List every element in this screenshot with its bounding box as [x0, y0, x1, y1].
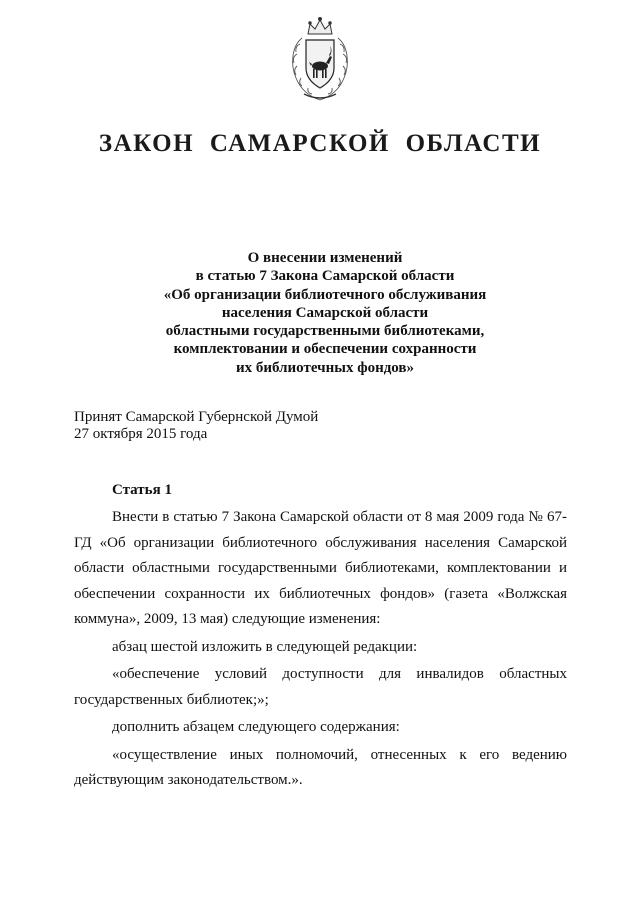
subject-line: населения Самарской области — [221, 304, 429, 321]
adopted-by: Принят Самарской Губернской Думой — [74, 409, 319, 425]
adoption-date: 27 октября 2015 года — [74, 426, 208, 442]
article-body — [74, 505, 567, 796]
subject-line: областными государственными библиотеками, — [165, 323, 485, 340]
article-paragraph: «осуществление иных полномочий, отнесенных к его ведению действующим законодательством.». — [74, 746, 567, 788]
samara-coat-of-arms-icon — [284, 16, 356, 104]
adoption-info — [74, 409, 318, 443]
subject-line: О внесении изменений — [247, 250, 403, 266]
article-heading: Статья 1 — [112, 482, 172, 498]
article-paragraph: абзац шестой изложить в следующей редакции: — [112, 638, 418, 655]
subject-line: в статью 7 Закона Самарской области — [195, 268, 455, 285]
subject-line: их библиотечных фондов» — [235, 359, 415, 376]
subject-line: «Об организации библиотечного обслуживания — [163, 286, 487, 303]
article-paragraph: «обеспечение условий доступности для инвалидов областных государственных библиотек;»; — [74, 666, 567, 708]
law-title: ЗАКОН САМАРСКОЙ ОБЛАСТИ — [98, 130, 542, 157]
law-subject — [60, 249, 590, 377]
article-paragraph: Внести в статью 7 Закона Самарской области от 8 мая 2009 года № 67-ГД «Об организации библиотечного обслуживания населения Самарской области областными государственными библиотеками, комплектовании и обеспечении сохранности их библиотечных фондов» (газета «Волжская коммуна», 2009, 13 мая) следующие изменения: — [74, 509, 567, 627]
subject-line: комплектовании и обеспечении сохранности — [173, 341, 477, 358]
article-paragraph: дополнить абзацем следующего содержания: — [112, 719, 400, 735]
